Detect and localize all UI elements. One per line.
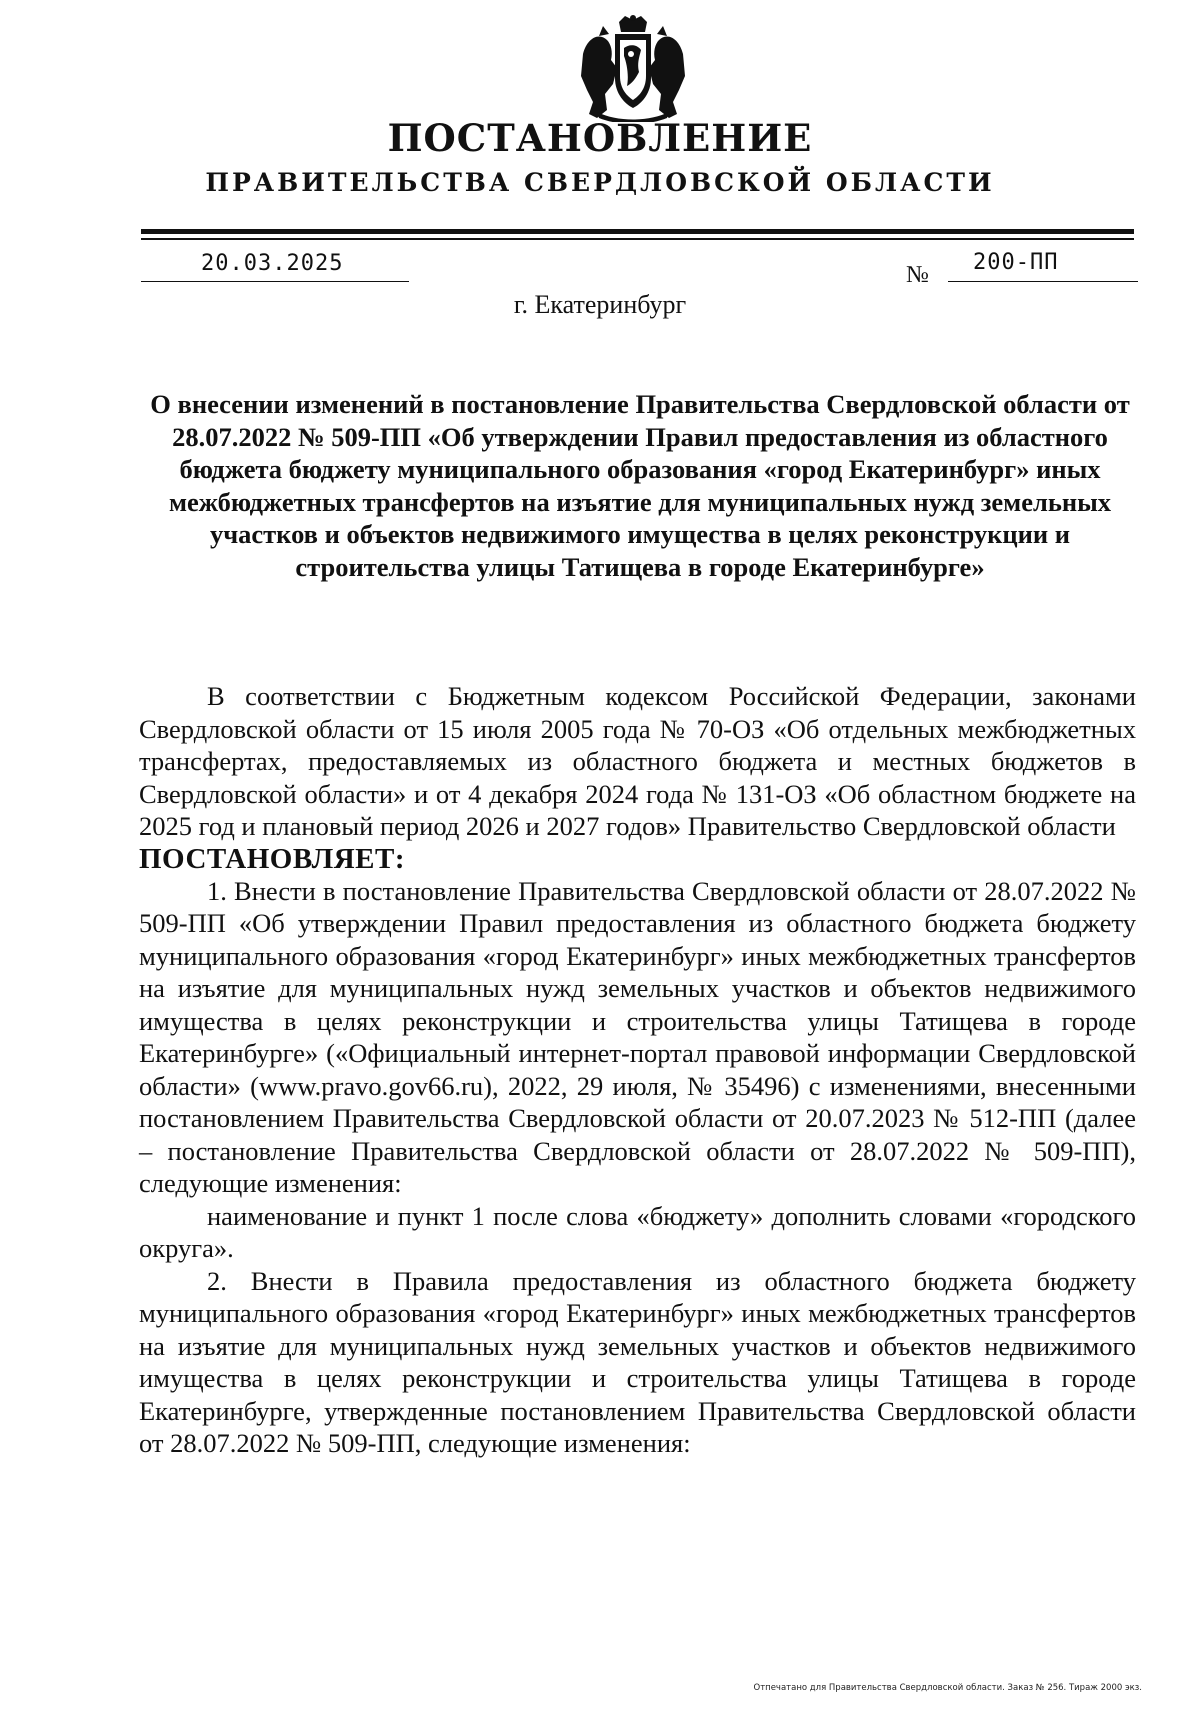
city: г. Екатеринбург [513,290,687,319]
number-sign: № [906,262,929,288]
decree-number: 200-ПП [973,250,1059,275]
header-divider-thick [141,229,1134,234]
item-2-paragraph: 2. Внести в Правила предоставления из областного бюджета бюджету муниципального образования «город Екатеринбург» иных межбюджетных трансфертов на изъятие для муниципальных нужд земельных участков и объектов недвижимого имущества в целях реконструкции и строительства улицы Татищева в городе Екатеринбурге, утвержденные постановлением Правительства Свердловской области от 28.07.2022 № 509-ПП, следующие изменения: [139,1265,1136,1458]
item-1-paragraph: 1. Внести в постановление Правительства Свердловской области от 28.07.2022 № 509-ПП «Об утверждении Правил предоставления из областного бюджета бюджету муниципального образования «город Екатеринбург» иных межбюджетных трансфертов на изъятие для муниципальных нужд земельных участков и объектов недвижимого имущества в целях реконструкции и строительства улицы Татищева в городе Екатеринбурге» («Официальный интернет-портал правовой информации Свердловской области» (www.pravo.gov66.ru), 2022, 29 июля, № 35496) с изменениями, внесенными постановлением Правительства Свердловской области от 20.07.2023 № 512-ПП (далее – постановление Правительства Свердловской области от 28.07.2022 № 509-ПП), следующие изменения: [139,875,1136,1198]
document-title: ПОСТАНОВЛЕНИЕ [387,116,813,160]
issuing-authority: ПРАВИТЕЛЬСТВА СВЕРДЛОВСКОЙ ОБЛАСТИ [205,168,995,197]
coat-of-arms-emblem [577,14,689,122]
decree-body [139,680,1136,1460]
preamble-paragraph: В соответствии с Бюджетным кодексом Российской Федерации, законами Свердловской области от 15 июля 2005 года № 70-ОЗ «Об отдельных межбюджетных трансфертах, предоставляемых из областного бюджета и местных бюджетов в Свердловской области» и от 4 декабря 2024 года № 131-ОЗ «Об областном бюджете на 2025 год и плановый период 2026 и 2027 годов» Правительство Свердловской области [139,681,1136,841]
decree-date: 20.03.2025 [201,251,344,276]
number-underline [948,281,1138,282]
decree-word: ПОСТАНОВЛЯЕТ: [139,842,405,875]
print-footer: Отпечатано для Правительства Свердловской области. Заказ № 256. Тираж 2000 экз. [753,1683,1142,1693]
date-underline [141,281,409,282]
decree-heading: О внесении изменений в постановление Правительства Свердловской области от 28.07.2022 № 509-ПП «Об утверждении Правил предоставления из областного бюджета бюджету муниципального образования «город Екатеринбург» иных межбюджетных трансфертов на изъятие для муниципальных нужд земельных участков и объектов недвижимого имущества в целях реконструкции и строительства улицы Татищева в городе Екатеринбурге» [150,389,1130,582]
header-divider-thin [141,238,1134,240]
item-1-sub-paragraph: наименование и пункт 1 после слова «бюджету» дополнить словами «городского округа». [139,1200,1136,1263]
